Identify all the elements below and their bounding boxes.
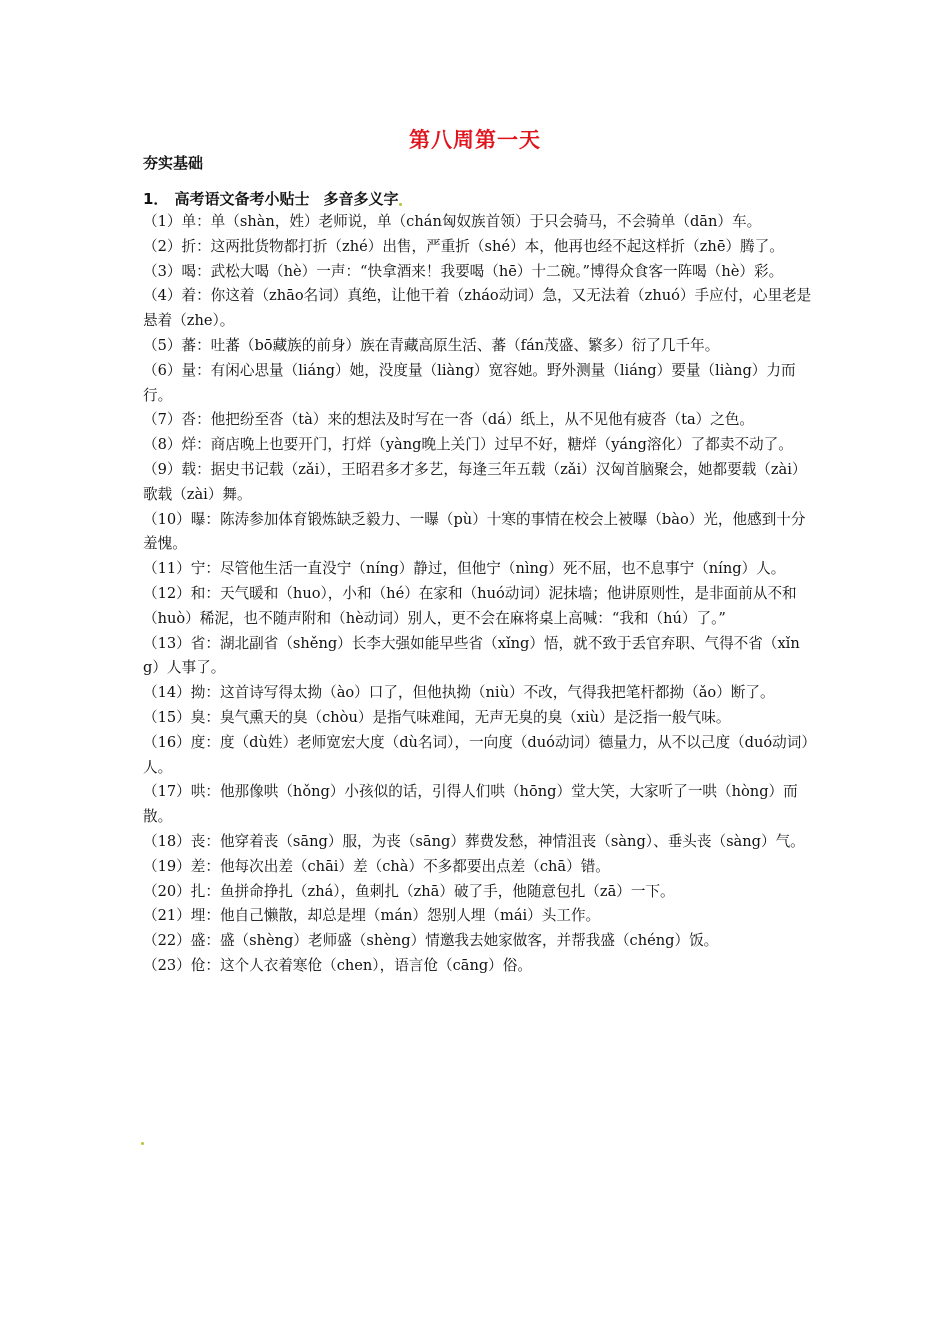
entry-17: （17）哄：他那像哄（hǒng）小孩似的话，引得人们哄（hōng）堂大笑，大家听了一哄（hòng）而散。 bbox=[143, 783, 798, 826]
entry-10: （10）曝：陈涛参加体育锻炼缺乏毅力、一曝（pù）十寒的事情在校会上被曝（bào）光，他感到十分羞愧。 bbox=[143, 510, 806, 553]
entry-16: （16）度：度（dù姓）老师宽宏大度（dù名词），一向度（duó动词）德量力，从不以己度（duó动词）人。 bbox=[143, 733, 809, 776]
entry-20: （20）扎：鱼拼命挣扎（zhá），鱼刺扎（zhā）破了手，他随意包扎（zā）一下。 bbox=[143, 882, 675, 900]
entry-21: （21）埋：他自己懒散，却总是埋（mán）怨别人埋（mái）头工作。 bbox=[143, 907, 601, 925]
entry-22: （22）盛：盛（shèng）老师盛（shèng）情邀我去她家做客，并帮我盛（chéng）饭。 bbox=[143, 932, 719, 950]
entry-1: （1）单：单（shàn，姓）老师说，单（chán匈奴族首领）于只会骑马，不会骑单（dān）车。 bbox=[143, 213, 762, 230]
entry-13: （13）省：湖北副省（shěng）长李大强如能早些省（xǐng）悟，就不致于丢官弃职、气得不省（xǐng）人事了。 bbox=[143, 634, 800, 677]
entry-9: （9）载：据史书记载（zǎi），王昭君多才多艺，每逢三年五载（zǎi）汉匈首脑聚会，她都要载（zài）歌载（zài）舞。 bbox=[143, 460, 807, 503]
entry-12: （12）和：天气暖和（huo），小和（hé）在家和（huó动词）泥抹墙；他讲原则性，是非面前从不和（huò）稀泥，也不随声附和（hè动词）别人，更不会在麻将桌上高喊：“我和（hú）了。” bbox=[143, 584, 797, 627]
entry-8: （8）烊：商店晚上也要开门，打烊（yàng晚上关门）过早不好，糖烊（yáng溶化）了都卖不动了。 bbox=[143, 436, 793, 454]
topic-title: 高考语文备考小贴士 bbox=[174, 190, 310, 208]
entry-18: （18）丧：他穿着丧（sāng）服，为丧（sāng）葬费发愁，神情沮丧（sàng）、垂头丧（sàng）气。 bbox=[143, 832, 805, 850]
marker-dot bbox=[399, 203, 402, 206]
entry-4: （4）着：你这着（zhāo名词）真绝，让他干着（zháo动词）急，又无法着（zhuó）手应付，心里老是悬着（zhe）。 bbox=[143, 287, 812, 330]
entry-2: （2）折：这两批货物都打折（zhé）出售，严重折（shé）本，他再也经不起这样折（zhē）腾了。 bbox=[143, 237, 784, 255]
entry-19: （19）差：他每次出差（chāi）差（chà）不多都要出点差（chā）错。 bbox=[143, 857, 610, 875]
marker-dot bbox=[141, 1142, 144, 1145]
entry-3: （3）喝：武松大喝（hè）一声：“快拿酒来！我要喝（hē）十二碗。”博得众食客一阵喝（hè）彩。 bbox=[143, 262, 784, 280]
entry-7: （7）沓：他把纷至沓（tà）来的想法及时写在一沓（dá）纸上，从不见他有疲沓（ta）之色。 bbox=[143, 411, 755, 429]
topic-heading bbox=[143, 188, 402, 209]
topic-subtitle: 多音多义字 bbox=[323, 190, 399, 208]
entry-5: （5）蕃：吐蕃（bō藏族的前身）族在青藏高原生活、蕃（fán茂盛、繁多）衍了几千年。 bbox=[143, 336, 720, 354]
page-title: 第八周第一天 bbox=[409, 128, 541, 152]
entry-15: （15）臭：臭气熏天的臭（chòu）是指气味难闻，无声无臭的臭（xiù）是泛指一般气味。 bbox=[143, 708, 731, 726]
entry-6: （6）量：有闲心思量（liáng）她，没度量（liàng）宽容她。野外测量（liáng）要量（liàng）力而行。 bbox=[143, 361, 796, 404]
entry-11: （11）宁：尽管他生活一直没宁（níng）静过，但他宁（nìng）死不屈，也不息事宁（níng）人。 bbox=[143, 560, 786, 578]
section-heading: 夯实基础 bbox=[143, 154, 204, 172]
topic-number: 1． bbox=[143, 190, 169, 208]
entry-23: （23）伧：这个人衣着寒伧（chen），语言伧（cāng）俗。 bbox=[143, 956, 532, 974]
entry-list bbox=[143, 210, 813, 979]
entry-14: （14）拗：这首诗写得太拗（ào）口了，但他执拗（niù）不改，气得我把笔杆都拗（ǎo）断了。 bbox=[143, 684, 775, 702]
